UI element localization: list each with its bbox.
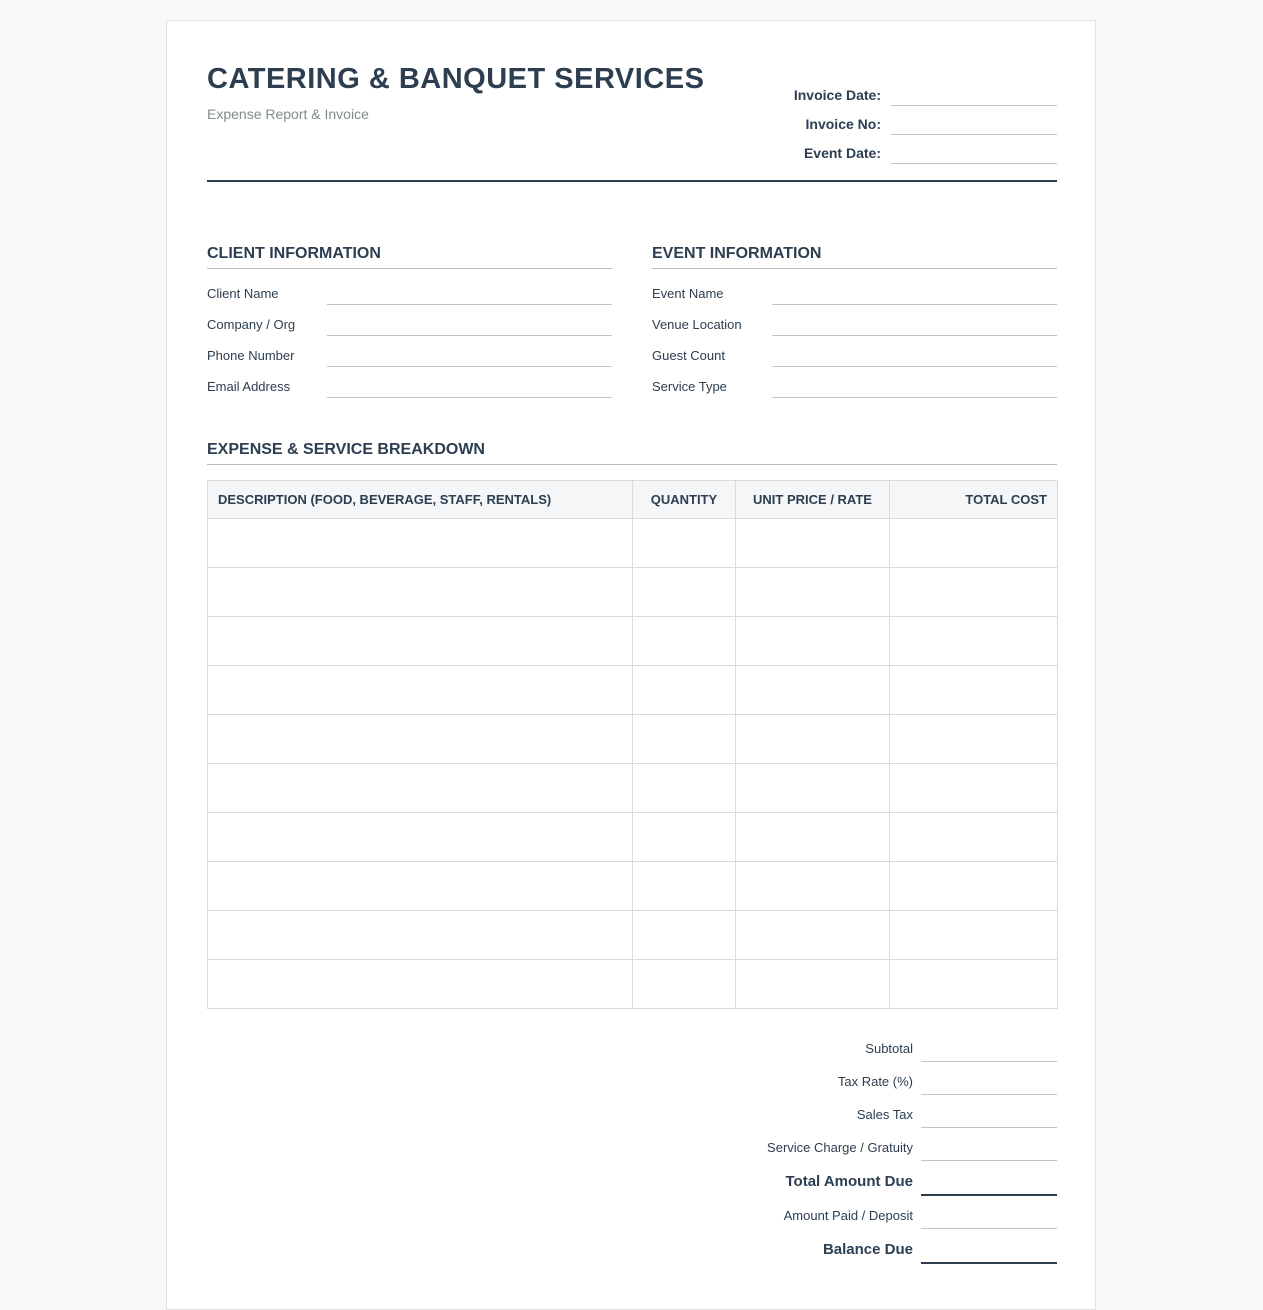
description-cell[interactable] bbox=[208, 960, 633, 1009]
phone-number-label: Phone Number bbox=[207, 348, 295, 363]
table-row bbox=[208, 519, 1058, 568]
total-cost-cell[interactable] bbox=[890, 911, 1058, 960]
email-address-field[interactable] bbox=[327, 375, 612, 398]
totals-row bbox=[657, 1229, 1057, 1264]
table-row bbox=[208, 911, 1058, 960]
totals-label: Service Charge / Gratuity bbox=[767, 1140, 913, 1155]
description-cell[interactable] bbox=[208, 519, 633, 568]
total-cost-cell[interactable] bbox=[890, 715, 1058, 764]
event-name-field[interactable] bbox=[772, 282, 1057, 305]
service-type-label: Service Type bbox=[652, 379, 727, 394]
column-header-description: DESCRIPTION (FOOD, BEVERAGE, STAFF, RENTALS) bbox=[208, 481, 633, 519]
company-org-row bbox=[207, 305, 612, 336]
quantity-cell[interactable] bbox=[633, 862, 736, 911]
unit-price-cell[interactable] bbox=[736, 715, 890, 764]
totals-label: Total Amount Due bbox=[785, 1173, 913, 1190]
quantity-cell[interactable] bbox=[633, 617, 736, 666]
phone-number-row bbox=[207, 336, 612, 367]
event-date-label: Event Date: bbox=[803, 145, 881, 161]
table-row bbox=[208, 617, 1058, 666]
description-cell[interactable] bbox=[208, 666, 633, 715]
quantity-cell[interactable] bbox=[633, 666, 736, 715]
client-name-label: Client Name bbox=[207, 286, 279, 301]
invoice-no-field[interactable] bbox=[891, 112, 1057, 135]
document-title: CATERING & BANQUET SERVICES bbox=[207, 63, 705, 95]
description-cell[interactable] bbox=[208, 862, 633, 911]
event-date-field[interactable] bbox=[891, 141, 1057, 164]
total-cost-cell[interactable] bbox=[890, 862, 1058, 911]
total-cost-cell[interactable] bbox=[890, 960, 1058, 1009]
quantity-cell[interactable] bbox=[633, 813, 736, 862]
quantity-cell[interactable] bbox=[633, 715, 736, 764]
venue-location-field[interactable] bbox=[772, 313, 1057, 336]
description-cell[interactable] bbox=[208, 813, 633, 862]
description-cell[interactable] bbox=[208, 568, 633, 617]
total-cost-cell[interactable] bbox=[890, 813, 1058, 862]
guest-count-field[interactable] bbox=[772, 344, 1057, 367]
event-name-row bbox=[652, 274, 1057, 305]
invoice-date-field[interactable] bbox=[891, 83, 1057, 106]
email-address-row bbox=[207, 367, 612, 398]
guest-count-label: Guest Count bbox=[652, 348, 725, 363]
unit-price-cell[interactable] bbox=[736, 911, 890, 960]
totals-label: Tax Rate (%) bbox=[837, 1074, 913, 1089]
table-row bbox=[208, 813, 1058, 862]
table-row bbox=[208, 666, 1058, 715]
totals-label: Subtotal bbox=[865, 1041, 913, 1056]
quantity-cell[interactable] bbox=[633, 568, 736, 617]
client-information-title: CLIENT INFORMATION bbox=[207, 245, 612, 269]
invoice-sheet bbox=[166, 20, 1096, 1310]
event-information-title: EVENT INFORMATION bbox=[652, 245, 1057, 269]
table-header-row bbox=[208, 481, 1058, 519]
table-row bbox=[208, 764, 1058, 813]
client-name-row bbox=[207, 274, 612, 305]
table-row bbox=[208, 715, 1058, 764]
totals-value-field[interactable] bbox=[921, 1037, 1057, 1062]
total-cost-cell[interactable] bbox=[890, 519, 1058, 568]
event-information-section bbox=[652, 245, 1057, 398]
quantity-cell[interactable] bbox=[633, 911, 736, 960]
total-cost-cell[interactable] bbox=[890, 764, 1058, 813]
invoice-no-label: Invoice No: bbox=[805, 116, 881, 132]
totals-row bbox=[657, 1095, 1057, 1128]
expense-table bbox=[207, 480, 1058, 1009]
totals-row bbox=[657, 1161, 1057, 1196]
service-type-row bbox=[652, 367, 1057, 398]
table-row bbox=[208, 960, 1058, 1009]
event-name-label: Event Name bbox=[652, 286, 724, 301]
description-cell[interactable] bbox=[208, 764, 633, 813]
total-cost-cell[interactable] bbox=[890, 617, 1058, 666]
totals-value-field[interactable] bbox=[921, 1204, 1057, 1229]
unit-price-cell[interactable] bbox=[736, 862, 890, 911]
table-row bbox=[208, 568, 1058, 617]
unit-price-cell[interactable] bbox=[736, 764, 890, 813]
totals-value-field[interactable] bbox=[921, 1238, 1057, 1264]
table-row bbox=[208, 862, 1058, 911]
quantity-cell[interactable] bbox=[633, 960, 736, 1009]
unit-price-cell[interactable] bbox=[736, 617, 890, 666]
description-cell[interactable] bbox=[208, 911, 633, 960]
document-subtitle: Expense Report & Invoice bbox=[207, 106, 369, 122]
breakdown-title: EXPENSE & SERVICE BREAKDOWN bbox=[207, 441, 1057, 465]
venue-location-row bbox=[652, 305, 1057, 336]
totals-row bbox=[657, 1062, 1057, 1095]
quantity-cell[interactable] bbox=[633, 519, 736, 568]
totals-label: Amount Paid / Deposit bbox=[783, 1208, 913, 1223]
totals-row bbox=[657, 1128, 1057, 1161]
totals-summary bbox=[657, 1029, 1057, 1264]
totals-row bbox=[657, 1029, 1057, 1062]
description-cell[interactable] bbox=[208, 617, 633, 666]
totals-label: Balance Due bbox=[822, 1241, 913, 1258]
service-type-field[interactable] bbox=[772, 375, 1057, 398]
unit-price-cell[interactable] bbox=[736, 813, 890, 862]
totals-value-field[interactable] bbox=[921, 1136, 1057, 1161]
totals-value-field[interactable] bbox=[921, 1170, 1057, 1196]
column-header-unit-price: UNIT PRICE / RATE bbox=[736, 481, 890, 519]
totals-row bbox=[657, 1196, 1057, 1229]
column-header-total-cost: TOTAL COST bbox=[890, 481, 1058, 519]
quantity-cell[interactable] bbox=[633, 764, 736, 813]
phone-number-field[interactable] bbox=[327, 344, 612, 367]
totals-label: Sales Tax bbox=[856, 1107, 913, 1122]
invoice-no-row bbox=[757, 106, 1057, 135]
total-cost-cell[interactable] bbox=[890, 666, 1058, 715]
description-cell[interactable] bbox=[208, 715, 633, 764]
venue-location-label: Venue Location bbox=[652, 317, 742, 332]
header-divider bbox=[207, 180, 1057, 182]
column-header-quantity: QUANTITY bbox=[633, 481, 736, 519]
invoice-meta bbox=[757, 77, 1057, 164]
guest-count-row bbox=[652, 336, 1057, 367]
unit-price-cell[interactable] bbox=[736, 960, 890, 1009]
company-org-field[interactable] bbox=[327, 313, 612, 336]
client-information-section bbox=[207, 245, 612, 398]
client-name-field[interactable] bbox=[327, 282, 612, 305]
unit-price-cell[interactable] bbox=[736, 519, 890, 568]
event-date-row bbox=[757, 135, 1057, 164]
invoice-date-label: Invoice Date: bbox=[793, 87, 881, 103]
unit-price-cell[interactable] bbox=[736, 666, 890, 715]
table-body bbox=[208, 519, 1058, 1009]
totals-value-field[interactable] bbox=[921, 1070, 1057, 1095]
unit-price-cell[interactable] bbox=[736, 568, 890, 617]
invoice-date-row bbox=[757, 77, 1057, 106]
email-address-label: Email Address bbox=[207, 379, 291, 394]
totals-value-field[interactable] bbox=[921, 1103, 1057, 1128]
total-cost-cell[interactable] bbox=[890, 568, 1058, 617]
company-org-label: Company / Org bbox=[207, 317, 296, 332]
